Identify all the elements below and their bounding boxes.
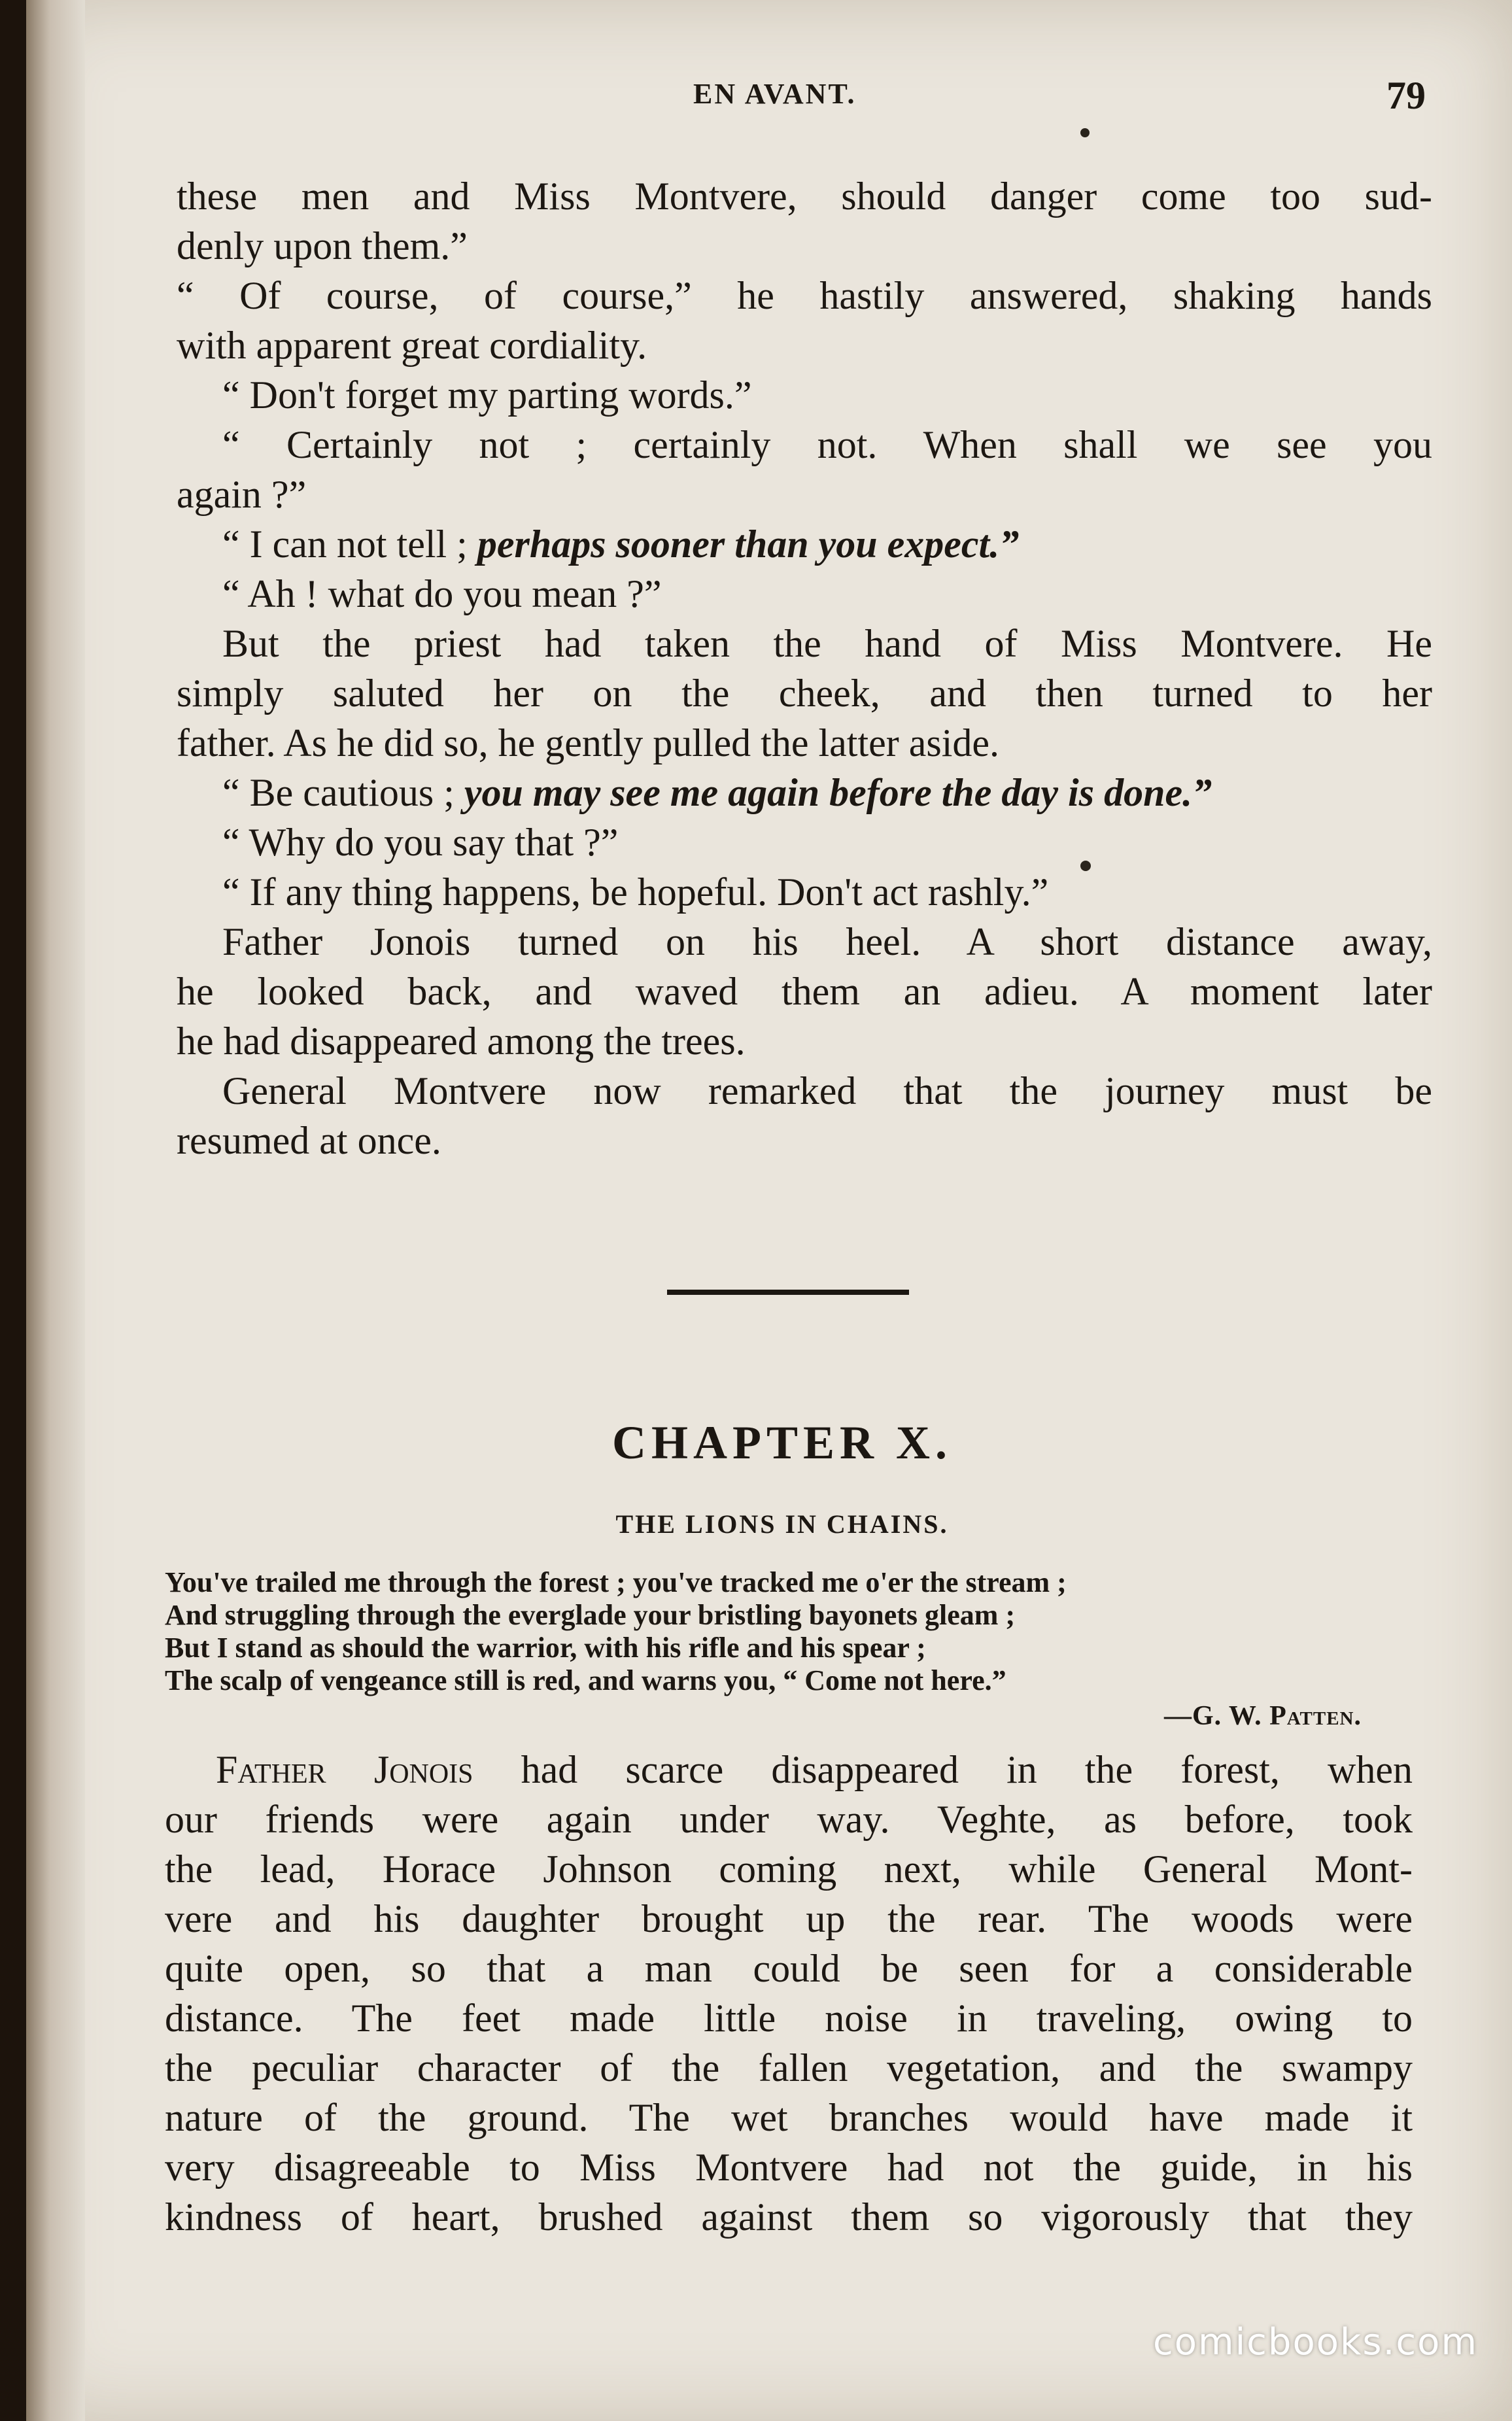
- body-line: again ?”: [177, 473, 307, 516]
- body-line: denly upon them.”: [177, 224, 468, 267]
- body-line: he looked back, and waved them an adieu. A moment later: [177, 970, 1432, 1013]
- body-line: quite open, so that a man could be seen for a considerable: [165, 1947, 1413, 1990]
- body-line: “ Certainly not ; certainly not. When shall we see you: [222, 423, 1432, 466]
- body-line: the peculiar character of the fallen vegetation, and the swampy: [165, 2046, 1413, 2089]
- body-line: kindness of heart, brushed against them so vigorously that they: [165, 2195, 1413, 2239]
- site-watermark: comicbooks.com: [1152, 2321, 1478, 2363]
- body-line: “ Don't forget my parting words.”: [222, 373, 752, 417]
- body-line: [222, 519, 1478, 569]
- body-line: father. As he did so, he gently pulled the latter aside.: [177, 721, 1000, 764]
- body-line: [222, 768, 1478, 817]
- quote-text: “ I can not tell ;: [222, 523, 468, 566]
- running-title: EN AVANT.: [693, 78, 857, 110]
- ink-speck: [1080, 861, 1091, 871]
- italic-emphasis: perhaps sooner than you expect.”: [477, 523, 1020, 566]
- chapter-heading: CHAPTER X.: [611, 1417, 952, 1469]
- epigraph-line: You've trailed me through the forest ; you've tracked me o'er the stream ;: [165, 1566, 1067, 1598]
- epigraph-line: And struggling through the everglade your bristling bayonets gleam ;: [165, 1599, 1016, 1631]
- body-line: he had disappeared among the trees.: [177, 1020, 746, 1063]
- epigraph-author: —G. W. Patten.: [1164, 1701, 1362, 1731]
- body-line: “ Ah ! what do you mean ?”: [222, 572, 662, 615]
- body-line: nature of the ground. The wet branches would have made it: [165, 2096, 1413, 2139]
- chapter-first-line: [216, 1745, 1413, 1794]
- section-rule: [667, 1290, 909, 1295]
- dropcap-word: Father: [216, 1748, 326, 1791]
- dropcap-word: Jonois: [373, 1748, 473, 1791]
- body-line: “ Why do you say that ?”: [222, 821, 619, 864]
- chapter-title: THE LIONS IN CHAINS.: [615, 1509, 949, 1539]
- ink-speck: [1080, 128, 1090, 137]
- body-line: very disagreeable to Miss Montvere had not the guide, in his: [165, 2146, 1413, 2189]
- body-line: General Montvere now remarked that the journey must be: [222, 1069, 1432, 1112]
- page-number: 79: [1386, 74, 1426, 117]
- quote-text: “ Be cautious ;: [222, 771, 455, 814]
- epigraph-line: But I stand as should the warrior, with his rifle and his spear ;: [165, 1632, 926, 1664]
- book-page: [26, 0, 1512, 2421]
- body-line: “ If any thing happens, be hopeful. Don't act rashly.”: [222, 870, 1049, 914]
- book-gutter: [26, 0, 85, 2421]
- body-line: But the priest had taken the hand of Miss Montvere. He: [222, 622, 1432, 665]
- first-line-rest: had scarce disappeared in the forest, when: [521, 1748, 1413, 1791]
- body-line: these men and Miss Montvere, should danger come too sud-: [177, 175, 1432, 218]
- italic-emphasis: you may see me again before the day is done.”: [464, 771, 1212, 814]
- body-line: our friends were again under way. Veghte, as before, took: [165, 1798, 1413, 1841]
- epigraph-line: The scalp of vengeance still is red, and warns you, “ Come not here.”: [165, 1664, 1006, 1696]
- body-line: the lead, Horace Johnson coming next, while General Mont-: [165, 1847, 1413, 1891]
- body-line: resumed at once.: [177, 1119, 441, 1162]
- body-line: “ Of course, of course,” he hastily answered, shaking hands: [177, 274, 1432, 317]
- body-line: Father Jonois turned on his heel. A short distance away,: [222, 920, 1432, 963]
- body-line: with apparent great cordiality.: [177, 324, 647, 367]
- body-line: vere and his daughter brought up the rear. The woods were: [165, 1897, 1413, 1940]
- body-line: distance. The feet made little noise in traveling, owing to: [165, 1997, 1413, 2040]
- body-line: simply saluted her on the cheek, and then turned to her: [177, 672, 1432, 715]
